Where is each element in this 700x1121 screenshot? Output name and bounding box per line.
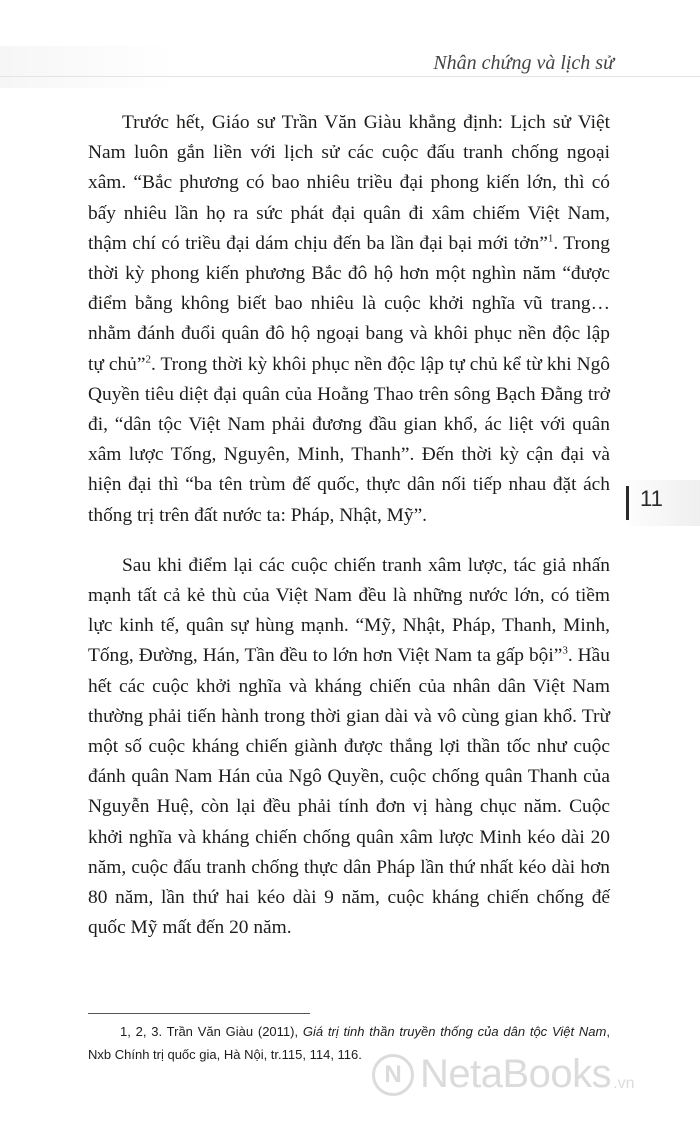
footnote-prefix: 1, 2, 3. Trần Văn Giàu (2011),: [120, 1024, 303, 1039]
body-text: [88, 108, 610, 943]
paragraph-2-text-a: Sau khi điểm lại các cuộc chiến tranh xâm lược, tác giả nhấn mạnh tất cả kẻ thù của Việt Nam đều là những nước lớn, có tiềm lực kinh tế, quân sự hùng mạnh. “Mỹ, Nhật, Pháp, Thanh, Minh, Tống, Đường, Hán, Tần đều to lớn hơn Việt Nam ta gấp bội”: [88, 554, 610, 667]
footnote-ref-3: 3: [562, 644, 568, 657]
footnote-ref-1: 1: [547, 232, 554, 245]
page-number-bar: [626, 486, 629, 520]
paragraph-2: [88, 551, 610, 944]
footnote-rule: [88, 1013, 310, 1014]
page-number: 11: [640, 486, 663, 511]
footnote-title: Giá trị tinh thần truyền thống của dân tộc Việt Nam: [302, 1024, 607, 1039]
paragraph-1: [88, 108, 610, 531]
paragraph-2-text-b: . Hầu hết các cuộc khởi nghĩa và kháng chiến của nhân dân Việt Nam thường phải tiến hành trong thời gian dài và vô cùng gian khổ. Trừ một số cuộc kháng chiến giành được thắng lợi thần tốc như cuộc đánh quân Nam Hán của Ngô Quyền, cuộc chống quân Thanh của Nguyễn Huệ, còn lại đều phải tính đơn vị hàng chục năm. Cuộc khởi nghĩa và kháng chiến chống quân xâm lược Minh kéo dài 20 năm, cuộc đấu tranh chống thực dân Pháp lần thứ nhất kéo dài hơn 80 năm, lần thứ hai kéo dài 9 năm, cuộc kháng chiến chống đế quốc Mỹ mất đến 20 năm.: [88, 645, 610, 939]
paragraph-1-text-b: . Trong thời kỳ phong kiến phương Bắc đô hộ hơn một nghìn năm “được điểm bằng không biết bao nhiêu là cuộc khởi nghĩa vũ trang… nhằm đánh đuổi quân đô hộ ngoại bang và khôi phục nền độc lập tự chủ”: [88, 232, 610, 375]
footnote-rest: , Nxb Chính trị quốc gia, Hà Nội, tr.115, 114, 116.: [88, 1024, 610, 1062]
watermark: [372, 1052, 635, 1097]
footnote-ref-2: 2: [145, 353, 151, 366]
watermark-suffix: .vn: [613, 1074, 635, 1092]
running-title: Nhân chứng và lịch sử: [433, 52, 614, 74]
paragraph-1-text-a: Trước hết, Giáo sư Trần Văn Giàu khẳng định: Lịch sử Việt Nam luôn gắn liền với lịch sử các cuộc đấu tranh chống ngoại xâm. “Bắc phương có bao nhiêu triều đại phong kiến lớn, thì có bấy nhiêu lần họ ra sức phát đại quân đi xâm chiếm Việt Nam, thậm chí có triều đại dám chịu đến ba lần đại bại mới tởn”: [88, 112, 610, 254]
watermark-brand: NetaBooks: [420, 1052, 612, 1096]
netabooks-logo-icon: N: [372, 1054, 414, 1096]
header-rule: [0, 76, 700, 77]
paragraph-1-text-c: . Trong thời kỳ khôi phục nền độc lập tự chủ kể từ khi Ngô Quyền tiêu diệt đại quân của Hoằng Thao trên sông Bạch Đằng trở đi, “dân tộc Việt Nam phải đương đầu gian khổ, ác liệt với quân xâm lược Tống, Nguyên, Minh, Thanh”. Đến thời kỳ cận đại và hiện đại thì “ba tên trùm đế quốc, thực dân nối tiếp nhau đặt ách thống trị trên đất nước ta: Pháp, Nhật, Mỹ”.: [88, 353, 610, 526]
